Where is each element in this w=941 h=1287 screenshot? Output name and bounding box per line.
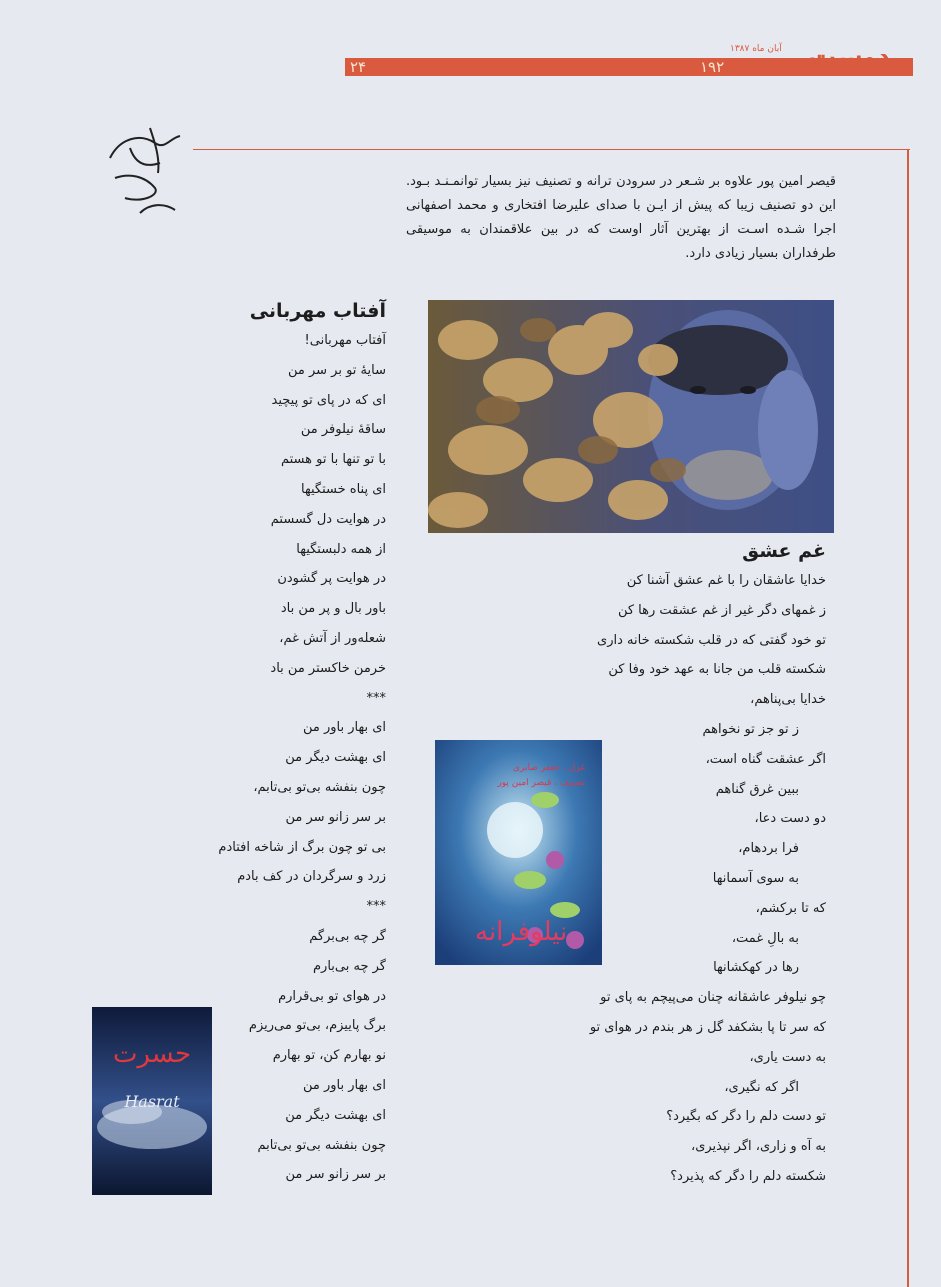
- poem-line: در هوای تو بی‌قرارم: [278, 988, 386, 1004]
- poem-line: ای پناه خستگیها: [301, 482, 386, 497]
- book1-credit-2: تصنیف ، قیصر امین پور: [497, 778, 585, 788]
- poet-photo: [428, 300, 834, 533]
- issue-number: ۱۹۲: [700, 58, 725, 76]
- poem-line: ای بهار باور من: [302, 720, 386, 736]
- poem-line: ببین غرق گناهم: [715, 781, 799, 797]
- poem-line: چون بنفشه بی‌تو بی‌تابم،: [253, 780, 386, 795]
- stanza-separator: ***: [366, 690, 386, 706]
- poem-line: در هوایت دل گسستم: [270, 511, 386, 527]
- poem-line: خدایا عاشقان را با غم عشق آشنا کن: [626, 573, 826, 588]
- poem-line: در هوایت پر گشودن: [277, 571, 386, 587]
- poem-line: فرا بردهام،: [738, 841, 799, 857]
- poem-line: شکسته دلم را دگر که پذیرد؟: [670, 1169, 826, 1184]
- page-number: ۲۴: [350, 58, 367, 76]
- frame-right-rule: [907, 149, 909, 1287]
- frame-top-rule: [193, 149, 910, 150]
- poem-line: چو نیلوفر عاشقانه چنان می‌پیچم به پای تو: [600, 990, 826, 1006]
- poem-line: با تو تنها با تو هستم: [280, 452, 386, 468]
- poem-line: برگ پاییزم، بی‌تو می‌ریزم: [248, 1018, 386, 1034]
- book2-title: حسرت: [112, 1039, 192, 1069]
- poem-line: به آه و زاری، اگر نپذیری،: [691, 1139, 826, 1155]
- poem-line: که سر تا پا بشکفد گل ز هر بندم در هوای تو: [589, 1020, 826, 1035]
- poem-line: چون بنفشه بی‌تو بی‌تابم: [257, 1137, 386, 1153]
- poem-line: سایهٔ تو بر سر من: [287, 362, 386, 378]
- book2-latin-title: Hasrat: [124, 1092, 180, 1111]
- poem-line: به دست یاری،: [749, 1049, 826, 1065]
- poem-title-aftab: آفتاب مهربانی: [249, 300, 386, 322]
- book-cover-niloufarane: [435, 740, 602, 965]
- poem-line: به سوی آسمانها: [712, 871, 799, 886]
- poem-line: که تا برکشم،: [755, 900, 826, 916]
- poem-line: گر چه بی‌برگم: [309, 929, 386, 944]
- poem-line: نو بهارم کن، تو بهارم: [272, 1048, 386, 1064]
- poem-line: خدایا بی‌پناهم،: [750, 692, 826, 708]
- poem-line: رها در کهکشانها: [713, 960, 799, 976]
- poem-line: دو دست دعا،: [754, 811, 826, 827]
- poem-line: اگر که نگیری،: [724, 1079, 799, 1095]
- poem-line: بی تو چون برگ از شاخه افتادم: [218, 839, 386, 855]
- poem-line: اگر عشقت گناه است،: [705, 751, 826, 767]
- issue-date: آبان ماه ۱۳۸۷: [730, 44, 782, 54]
- book1-credit-1: غزل ، جعفر صابری: [512, 763, 585, 773]
- poem-line: ز تو جز تو نخواهم: [702, 722, 799, 737]
- poem-line: ساقهٔ نیلوفر من: [300, 422, 386, 438]
- magazine-logo: دوست: [808, 40, 891, 75]
- poem-line: به بالِ غمت،: [731, 930, 799, 946]
- poem-line: آفتاب مهربانی!: [304, 333, 386, 348]
- poem-line: تو خود گفتی که در قلب شکسته خانه داری: [597, 632, 826, 648]
- poem-line: باور بال و پر من باد: [280, 601, 386, 617]
- intro-paragraph: قیصر امین پور علاوه بر شـعر در سرودن ترانه و تصنیف نیز بسیار توانمـنـد بـود. این دو تصنیف زیبا که پیش از ایـن با صدای علیرضا افتخاری و محمد اصفهانی اجرا شـده اسـت از بهترین آثار اوست که در بین علاقمندان به موسیقی طرفداران بسیار زیادی دارد.: [406, 174, 836, 261]
- poem-line: خرمن خاکستر من باد: [270, 660, 386, 676]
- signature-image: [100, 118, 190, 228]
- poem-line: گر چه بی‌بارم: [313, 958, 386, 974]
- poem-line: تو دست دلم را دگر که بگیرد؟: [666, 1109, 826, 1125]
- poem-line: ای که در پای تو پیچید: [271, 392, 386, 408]
- stanza-separator: ***: [366, 899, 386, 915]
- poem-title-gham-eshgh: غم عشق: [742, 540, 826, 562]
- poem-line: از همه دلبستگیها: [296, 541, 386, 557]
- poem-line: ز غمهای دگر غیر از غم عشقت رها کن: [617, 602, 826, 618]
- poem-line: ای بهار باور من: [302, 1078, 386, 1093]
- book-cover-hasrat: [92, 1007, 212, 1195]
- poem-line: ای بهشت دیگر من: [285, 1107, 386, 1123]
- poem-line: ای بهشت دیگر من: [285, 750, 386, 766]
- poem-line: شکسته قلب من جانا به عهد خود وفا کن: [608, 662, 826, 678]
- book1-title: نیلوفرانه: [475, 917, 568, 947]
- poem-line: بر سر زانو سر من: [285, 1167, 386, 1183]
- poem-line: بر سر زانو سر من: [285, 809, 386, 825]
- poem-line: زرد و سرگردان در کف بادم: [237, 869, 386, 885]
- poem-line: شعله‌ور از آتش غم،: [279, 631, 386, 646]
